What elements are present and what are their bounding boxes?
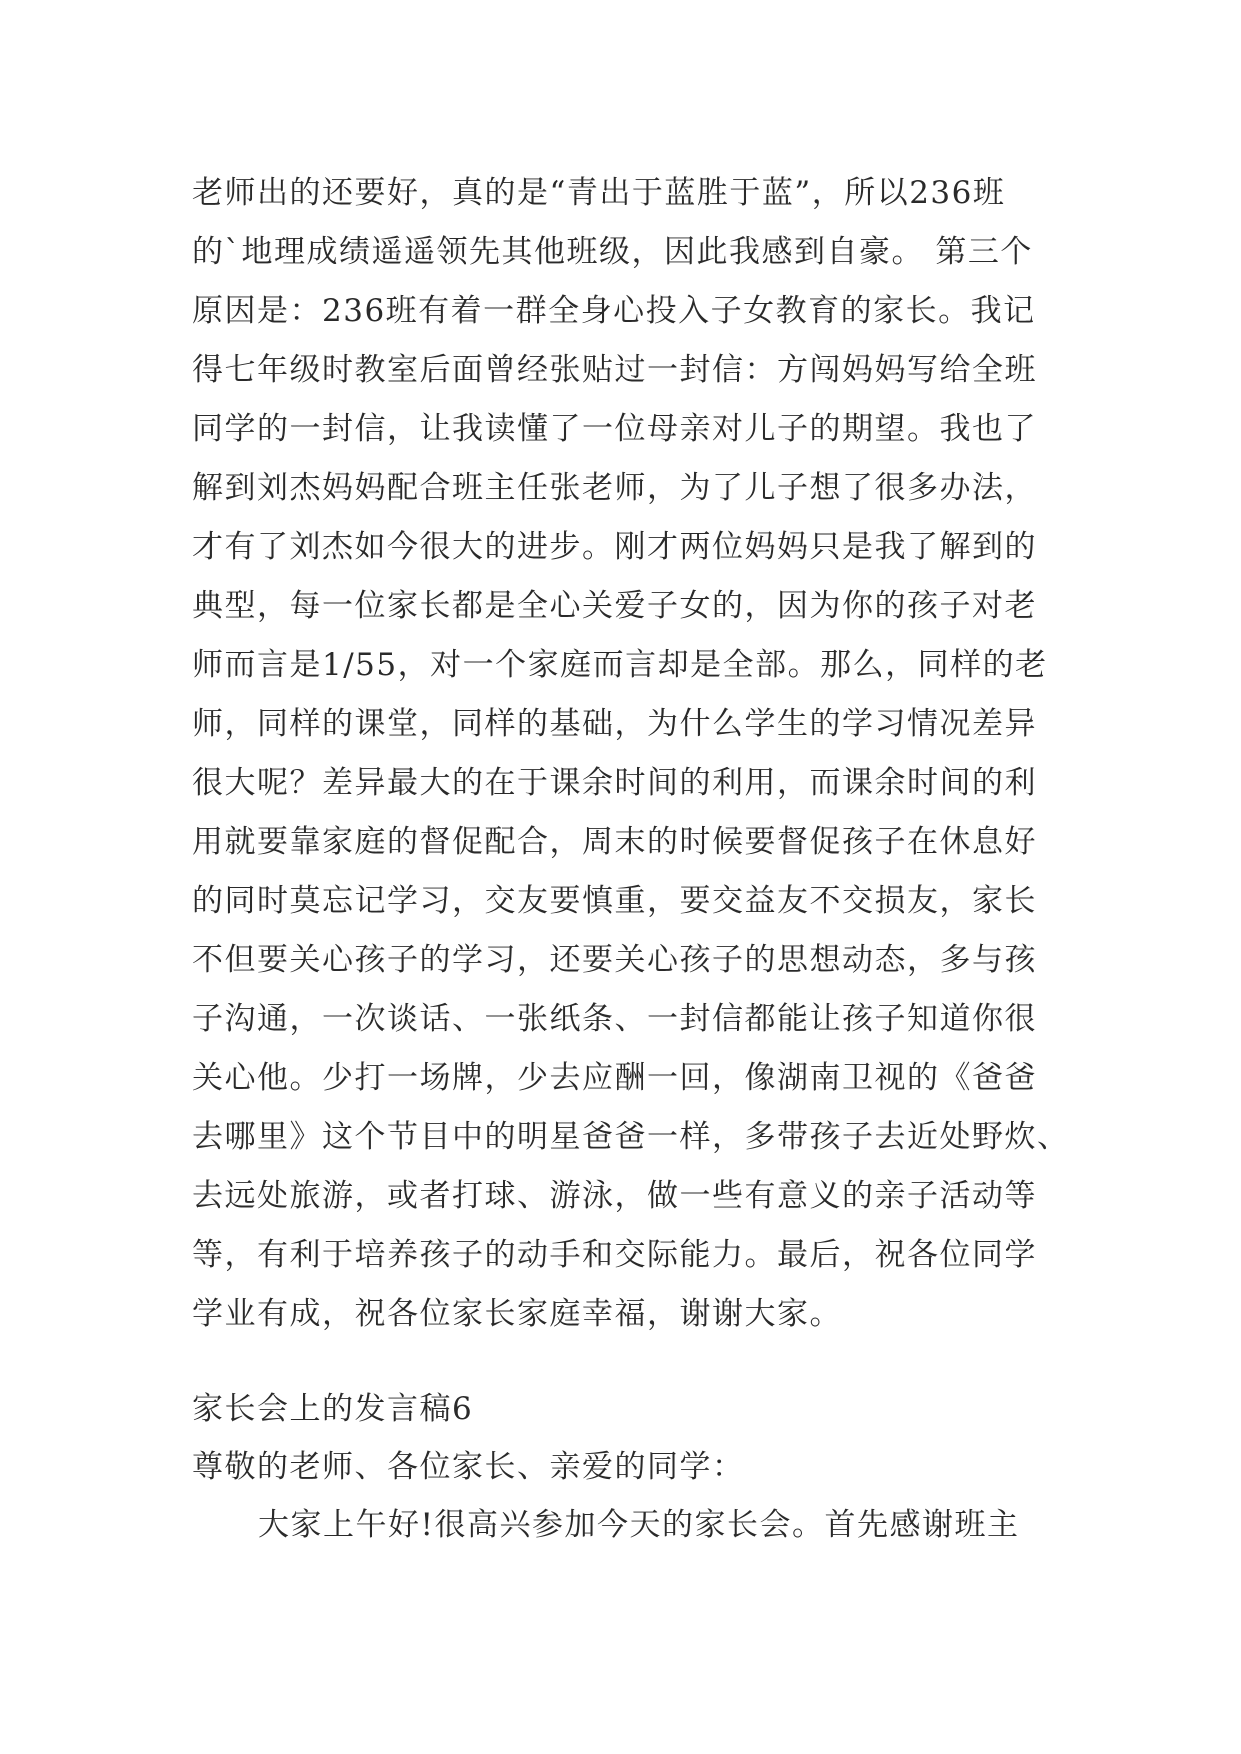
text-line: 的同时莫忘记学习，交友要慎重，要交益友不交损友，家长 bbox=[192, 883, 1037, 919]
text-line: 子沟通，一次谈话、一张纸条、一封信都能让孩子知道你很 bbox=[192, 1001, 1037, 1037]
text-line: 师而言是1/55，对一个家庭而言却是全部。那么，同样的老 bbox=[192, 647, 1048, 683]
text-line: 典型，每一位家长都是全心关爱子女的，因为你的孩子对老 bbox=[192, 588, 1037, 624]
text-line: 去哪里》这个节目中的明星爸爸一样，多带孩子去近处野炊、 bbox=[192, 1119, 1070, 1155]
text-line: 才有了刘杰如今很大的进步。刚才两位妈妈只是我了解到的 bbox=[192, 529, 1037, 565]
salutation: 尊敬的老师、各位家长、亲爱的同学： bbox=[192, 1449, 745, 1485]
new-speech-section bbox=[192, 1380, 1072, 1554]
text-line: 很大呢？差异最大的在于课余时间的利用，而课余时间的利 bbox=[192, 765, 1037, 801]
text-line: 师，同样的课堂，同样的基础，为什么学生的学习情况差异 bbox=[192, 706, 1037, 742]
text-line: 等，有利于培养孩子的动手和交际能力。最后，祝各位同学 bbox=[192, 1237, 1037, 1273]
text-line: 用就要靠家庭的督促配合，周末的时候要督促孩子在休息好 bbox=[192, 824, 1037, 860]
text-line: 同学的一封信，让我读懂了一位母亲对儿子的期望。我也了 bbox=[192, 411, 1037, 447]
text-line: 原因是：236班有着一群全身心投入子女教育的家长。我记 bbox=[192, 293, 1036, 329]
text-line: 去远处旅游，或者打球、游泳，做一些有意义的亲子活动等 bbox=[192, 1178, 1037, 1214]
text-line: 解到刘杰妈妈配合班主任张老师，为了儿子想了很多办法， bbox=[192, 470, 1037, 506]
opening-line: 大家上午好!很高兴参加今天的家长会。首先感谢班主 bbox=[258, 1507, 1020, 1543]
text-line: 学业有成，祝各位家长家庭幸福，谢谢大家。 bbox=[192, 1296, 842, 1332]
text-line: 关心他。少打一场牌，少去应酬一回，像湖南卫视的《爸爸 bbox=[192, 1060, 1037, 1096]
section-title: 家长会上的发言稿6 bbox=[192, 1391, 474, 1427]
text-line: 不但要关心孩子的学习，还要关心孩子的思想动态，多与孩 bbox=[192, 942, 1037, 978]
text-line: 老师出的还要好，真的是“青出于蓝胜于蓝”，所以236班 bbox=[192, 175, 1006, 211]
speech-body-paragraph bbox=[192, 164, 1072, 1344]
text-line: 得七年级时教室后面曾经张贴过一封信：方闯妈妈写给全班 bbox=[192, 352, 1037, 388]
text-line: 的`地理成绩遥遥领先其他班级，因此我感到自豪。 第三个 bbox=[192, 234, 1033, 270]
